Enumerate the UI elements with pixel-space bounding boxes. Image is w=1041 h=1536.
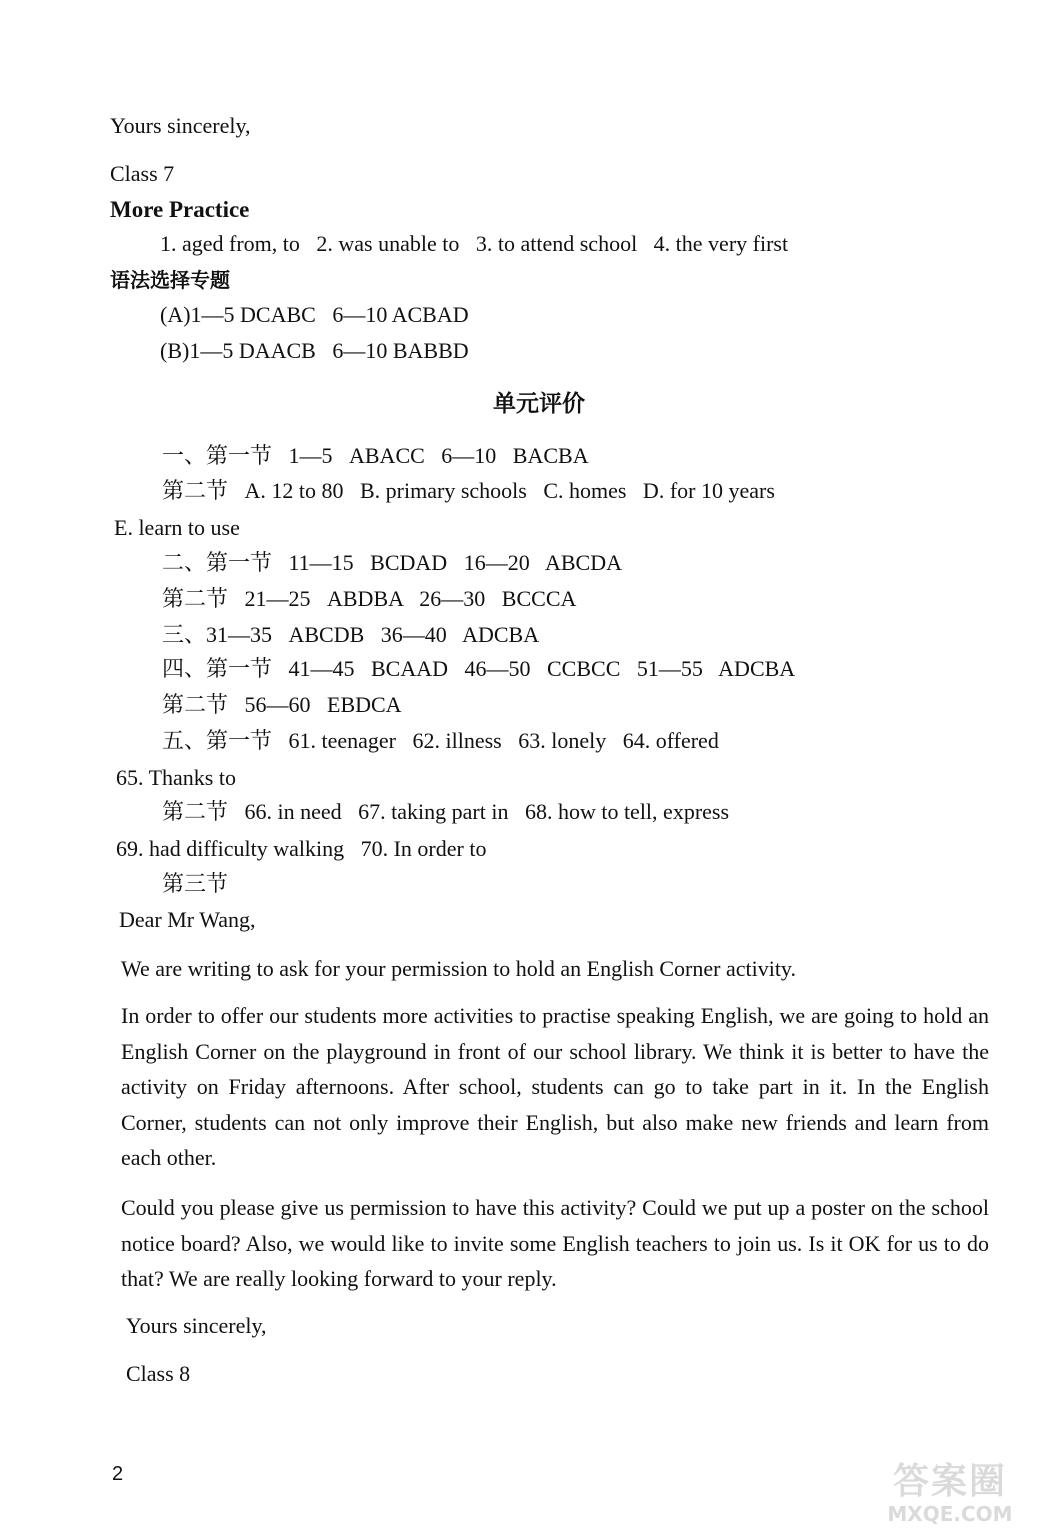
more-practice-heading: More Practice: [110, 197, 250, 222]
letter-paragraph-3: Could you please give us permission to have this activity? Could we put up a poster on the school notice board? Also, we would like to invite some English teachers to join us. Is it OK for us to do that? We are really looking forward to your reply.: [121, 1195, 989, 1291]
closing-name-1: Class 7: [110, 161, 175, 186]
unit-eval-line: 69. had difficulty walking 70. In order to: [116, 836, 487, 861]
unit-eval-line: 第二节 A. 12 to 80 B. primary schools C. homes D. for 10 years: [162, 478, 775, 503]
closing-sign-1: Yours sincerely,: [110, 113, 251, 138]
letter-closing-sign: Yours sincerely,: [126, 1313, 267, 1338]
unit-eval-line: 一、第一节 1—5 ABACC 6—10 BACBA: [162, 443, 589, 468]
unit-eval-line: 第二节 66. in need 67. taking part in 68. how to tell, express: [162, 799, 730, 824]
unit-evaluation-heading: 单元评价: [493, 391, 585, 417]
watermark-sub-text: MXQE.COM: [887, 1502, 1013, 1526]
grammar-answers-a: (A)1—5 DCABC 6—10 ACBAD: [160, 302, 469, 327]
unit-eval-line: 第三节: [162, 871, 229, 896]
unit-eval-line: E. learn to use: [114, 515, 240, 540]
watermark-logo: [870, 1462, 1030, 1528]
letter-paragraph-2: In order to offer our students more activities to practise speaking English, we are going to hold an English Corner on the playground in front of our school library. We think it is better to have the activity on Friday afternoons. After school, students can go to take part in it. In the English Corner, students can not only improve their English, but also make new friends and learn from each other.: [121, 1003, 989, 1170]
letter-paragraph-1: We are writing to ask for your permission to hold an English Corner activity.: [121, 956, 796, 981]
unit-eval-line: 二、第一节 11—15 BCDAD 16—20 ABCDA: [162, 550, 622, 575]
unit-eval-line: 三、31—35 ABCDB 36—40 ADCBA: [162, 622, 540, 647]
watermark-main-text: 答案圈: [892, 1461, 1007, 1502]
page-number: 2: [112, 1463, 124, 1485]
unit-eval-line: 四、第一节 41—45 BCAAD 46—50 CCBCC 51—55 ADCBA: [162, 656, 796, 681]
unit-eval-line: 65. Thanks to: [116, 765, 236, 790]
letter-greeting: Dear Mr Wang,: [119, 907, 256, 932]
unit-eval-line: 第二节 21—25 ABDBA 26—30 BCCCA: [162, 586, 577, 611]
unit-eval-line: 第二节 56—60 EBDCA: [162, 692, 402, 717]
unit-eval-line: 五、第一节 61. teenager 62. illness 63. lonely 64. offered: [162, 728, 719, 753]
grammar-heading: 语法选择专题: [110, 268, 230, 292]
more-practice-answers: 1. aged from, to 2. was unable to 3. to attend school 4. the very first: [160, 231, 789, 256]
letter-closing-name: Class 8: [126, 1361, 191, 1386]
grammar-answers-b: (B)1—5 DAACB 6—10 BABBD: [160, 338, 469, 363]
